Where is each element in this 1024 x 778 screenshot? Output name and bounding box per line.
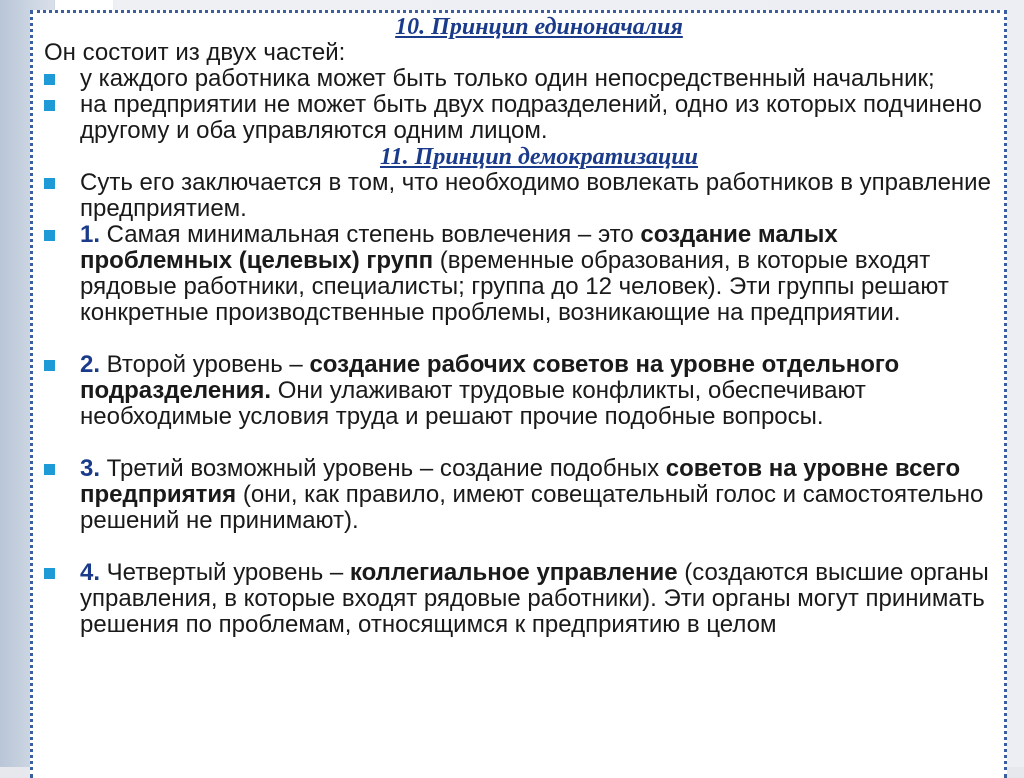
intro-text: Он состоит из двух частей: <box>44 39 346 66</box>
spacer <box>44 326 994 352</box>
heading-democratization: 11. Принцип демократизации <box>379 144 699 170</box>
square-bullet-icon <box>44 230 55 241</box>
level-number: 4. <box>80 559 101 586</box>
square-bullet-icon <box>44 100 55 111</box>
list-item <box>44 170 994 222</box>
square-bullet-icon <box>44 74 55 85</box>
heading-unity-of-command: 10. Принцип единоначалия <box>395 14 683 40</box>
level-text: (создаются высшие органы управления, в которые входят рядовые работники). Эти органы могут принимать решения по проблемам, относящимся к предприятию в целом <box>80 559 989 638</box>
item-text: на предприятии не может быть двух подразделений, одно из которых подчинено другому и оба управляются одним лицом. <box>80 91 982 144</box>
square-bullet-icon <box>44 568 55 579</box>
level-text: Самая минимальная степень вовлечения – это <box>100 221 641 248</box>
essence-text: Суть его заключается в том, что необходимо вовлекать работников в управление предприятием. <box>80 169 991 222</box>
item-text: у каждого работника может быть только один непосредственный начальник; <box>80 65 935 92</box>
level-number: 1. <box>80 221 101 248</box>
democratization-list <box>44 456 994 534</box>
level-emphasis: создание малых проблемных (целевых) групп <box>80 221 838 274</box>
level-number: 3. <box>80 455 101 482</box>
level-emphasis: советов на уровне всего предприятия <box>80 455 961 508</box>
level-item <box>44 352 994 430</box>
unity-list <box>44 66 994 144</box>
level-text: Четвертый уровень – <box>100 559 350 586</box>
square-bullet-icon <box>44 178 55 189</box>
level-emphasis: коллегиальное управление <box>349 559 678 586</box>
level-text: Третий возможный уровень – создание подобных <box>100 455 666 482</box>
level-item <box>44 222 994 326</box>
square-bullet-icon <box>44 464 55 475</box>
spacer <box>44 430 994 456</box>
square-bullet-icon <box>44 360 55 371</box>
democratization-list <box>44 352 994 430</box>
level-emphasis: создание рабочих советов на уровне отдельного подразделения. <box>80 351 900 404</box>
spacer <box>44 534 994 560</box>
level-text: Они улаживают трудовые конфликты, обеспечивают необходимые условия труда и решают прочие подобные вопросы. <box>80 377 866 430</box>
level-number: 2. <box>80 351 101 378</box>
level-item <box>44 456 994 534</box>
list-item <box>44 66 994 92</box>
level-text: (они, как правило, имеют совещательный голос и самостоятельно решений не принимают). <box>80 481 984 534</box>
level-text: Второй уровень – <box>100 351 310 378</box>
level-text: (временные образования, в которые входят рядовые работники, специалисты; группа до 12 человек). Эти группы решают конкретные производственные проблемы, возникающие на предприятии. <box>80 247 949 326</box>
list-item <box>44 92 994 144</box>
democratization-list <box>44 170 994 326</box>
slide-content <box>44 14 994 638</box>
level-item <box>44 560 994 638</box>
democratization-list <box>44 560 994 638</box>
